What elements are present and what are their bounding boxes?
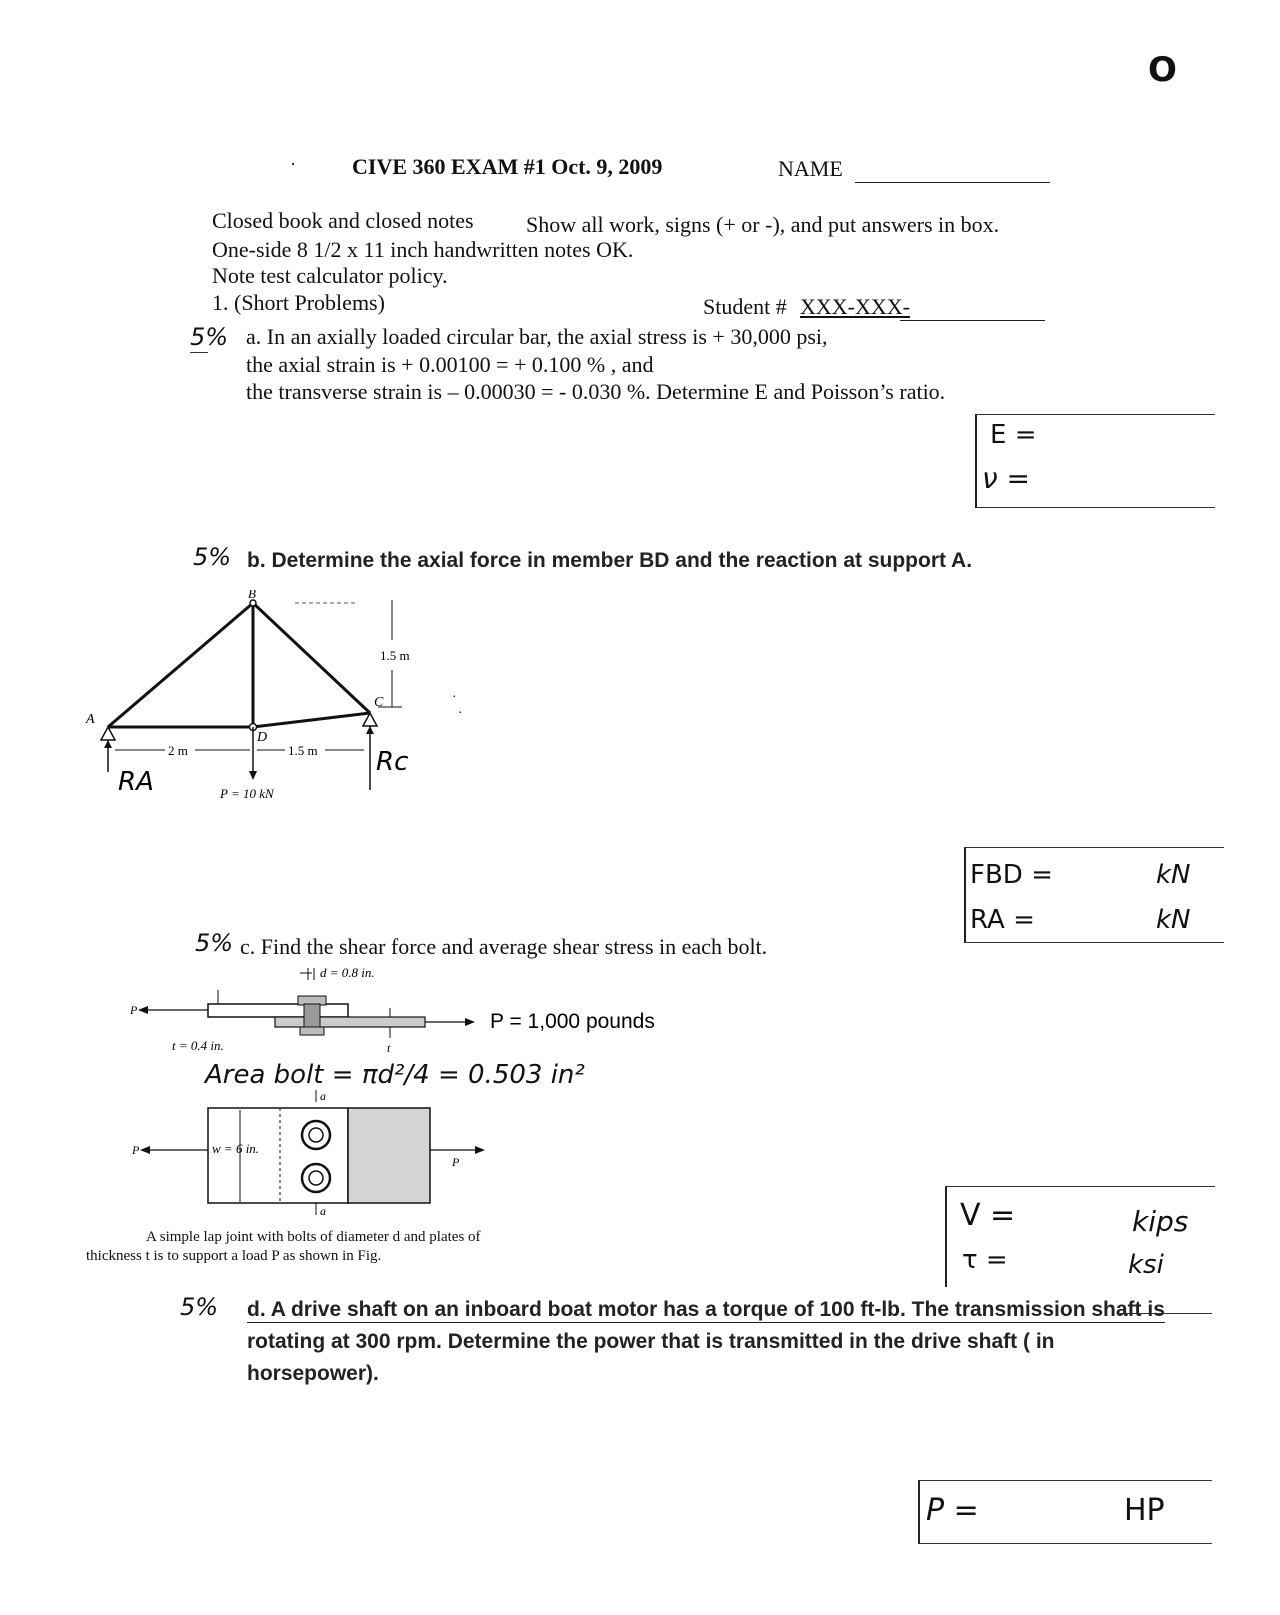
stray-dots: · bbox=[452, 690, 457, 705]
answer-b-fbd: FBD = bbox=[970, 860, 1053, 890]
section-title: 1. (Short Problems) bbox=[212, 290, 385, 315]
p-plan-left: P bbox=[132, 1143, 140, 1157]
figure-caption-1: A simple lap joint with bolts of diameter d and plates of bbox=[146, 1229, 481, 1245]
problem-a-line2: the axial strain is + 0.00100 = + 0.100 % , and bbox=[246, 352, 654, 377]
instructions-line1a: Closed book and closed notes bbox=[212, 208, 474, 233]
header-dot: · bbox=[290, 154, 296, 174]
points-a: 5% bbox=[190, 323, 229, 351]
label-A: A bbox=[86, 712, 95, 727]
member-DC bbox=[253, 713, 370, 727]
points-b: 5% bbox=[193, 543, 232, 571]
dim-left: 2 m bbox=[168, 743, 188, 758]
truss-figure bbox=[80, 590, 460, 805]
problem-b-question: b. Determine the axial force in member BD and the reaction at support A. bbox=[247, 549, 973, 572]
instructions-line2: One-side 8 1/2 x 11 inch handwritten notes OK. bbox=[212, 237, 634, 262]
bolt-shank bbox=[304, 1004, 320, 1028]
dim-height: 1.5 m bbox=[380, 648, 410, 663]
instructions-line1b: Show all work, signs (+ or -), and put answers in box. bbox=[526, 212, 1000, 237]
member-AB bbox=[108, 603, 253, 727]
answer-d-p: P = bbox=[926, 1493, 979, 1528]
dim-right: 1.5 m bbox=[288, 743, 318, 758]
lower-plate bbox=[275, 1017, 425, 1027]
answer-b-ra: RA = bbox=[970, 905, 1035, 935]
problem-c-question: c. Find the shear force and average shear stress in each bolt. bbox=[240, 934, 768, 959]
problem-d-line3: horsepower). bbox=[247, 1362, 379, 1385]
student-label: Student # bbox=[703, 294, 787, 319]
stray-dots-2: · bbox=[458, 706, 463, 721]
p-left-label: P bbox=[130, 1003, 138, 1017]
upper-plate bbox=[208, 1004, 348, 1017]
lap-joint-elevation bbox=[130, 960, 690, 1060]
student-value: XXX-XXX- bbox=[800, 294, 910, 319]
plan-plate-right bbox=[348, 1108, 430, 1203]
problem-a-line3: the transverse strain is – 0.00030 = - 0.030 %. Determine E and Poisson’s ratio. bbox=[246, 379, 946, 404]
problem-d-line1-rule bbox=[1120, 1313, 1212, 1314]
name-line bbox=[855, 182, 1050, 183]
points-a-underline bbox=[190, 352, 208, 353]
member-BC bbox=[253, 603, 370, 713]
bolt-nut bbox=[300, 1027, 324, 1035]
answer-d-unit: HP bbox=[1124, 1493, 1165, 1528]
reaction-C-label: Rc bbox=[376, 747, 409, 777]
area-calculation: Area bolt = πd²/4 = 0.503 in² bbox=[205, 1060, 585, 1090]
instructions-line3: Note test calculator policy. bbox=[212, 263, 448, 288]
lap-joint-plan bbox=[130, 1090, 510, 1220]
points-d: 5% bbox=[180, 1293, 219, 1321]
answer-a-E: E = bbox=[990, 420, 1037, 450]
p-right-label: P = 1,000 pounds bbox=[490, 1010, 655, 1033]
answer-a-nu: ν = bbox=[982, 462, 1031, 495]
bolt-top bbox=[302, 1121, 330, 1149]
t-label: t = 0.4 in. bbox=[172, 1038, 224, 1053]
name-label: NAME bbox=[778, 156, 843, 181]
w-label: w = 6 in. bbox=[212, 1141, 260, 1156]
label-D: D bbox=[257, 730, 268, 745]
label-B: B bbox=[248, 590, 256, 601]
points-c: 5% bbox=[195, 929, 234, 957]
answer-b-ra-unit: kN bbox=[1156, 905, 1191, 935]
figure-caption-2: thickness t is to support a load P as shown in Fig. bbox=[86, 1248, 382, 1264]
label-C: C bbox=[374, 695, 384, 710]
reaction-A-label: RA bbox=[118, 767, 154, 797]
answer-c-v: V = bbox=[960, 1198, 1016, 1233]
exam-title: CIVE 360 EXAM #1 Oct. 9, 2009 bbox=[352, 154, 663, 179]
problem-a-line1: a. In an axially loaded circular bar, the axial stress is + 30,000 psi, bbox=[246, 324, 828, 349]
t-small-label: t bbox=[387, 1041, 391, 1055]
bolt-bottom bbox=[302, 1164, 330, 1192]
problem-d-line2: rotating at 300 rpm. Determine the power that is transmitted in the drive shaft ( in bbox=[247, 1330, 1055, 1353]
a-label-bottom: a bbox=[320, 1204, 326, 1218]
problem-d-line1: d. A drive shaft on an inboard boat motor has a torque of 100 ft-lb. The transmission shaft is bbox=[247, 1298, 1165, 1321]
answer-c-tau-unit: ksi bbox=[1128, 1250, 1164, 1280]
answer-c-v-unit: kips bbox=[1132, 1205, 1189, 1238]
load-label: P = 10 kN bbox=[220, 786, 274, 801]
corner-mark: O bbox=[1148, 50, 1177, 90]
a-label-top: a bbox=[320, 1090, 326, 1103]
student-line bbox=[900, 320, 1045, 321]
p-plan-right: P bbox=[452, 1155, 460, 1169]
answer-c-tau: τ = bbox=[962, 1245, 1008, 1275]
d-label: d = 0.8 in. bbox=[320, 965, 375, 980]
answer-b-fbd-unit: kN bbox=[1156, 860, 1191, 890]
support-A bbox=[101, 727, 115, 740]
